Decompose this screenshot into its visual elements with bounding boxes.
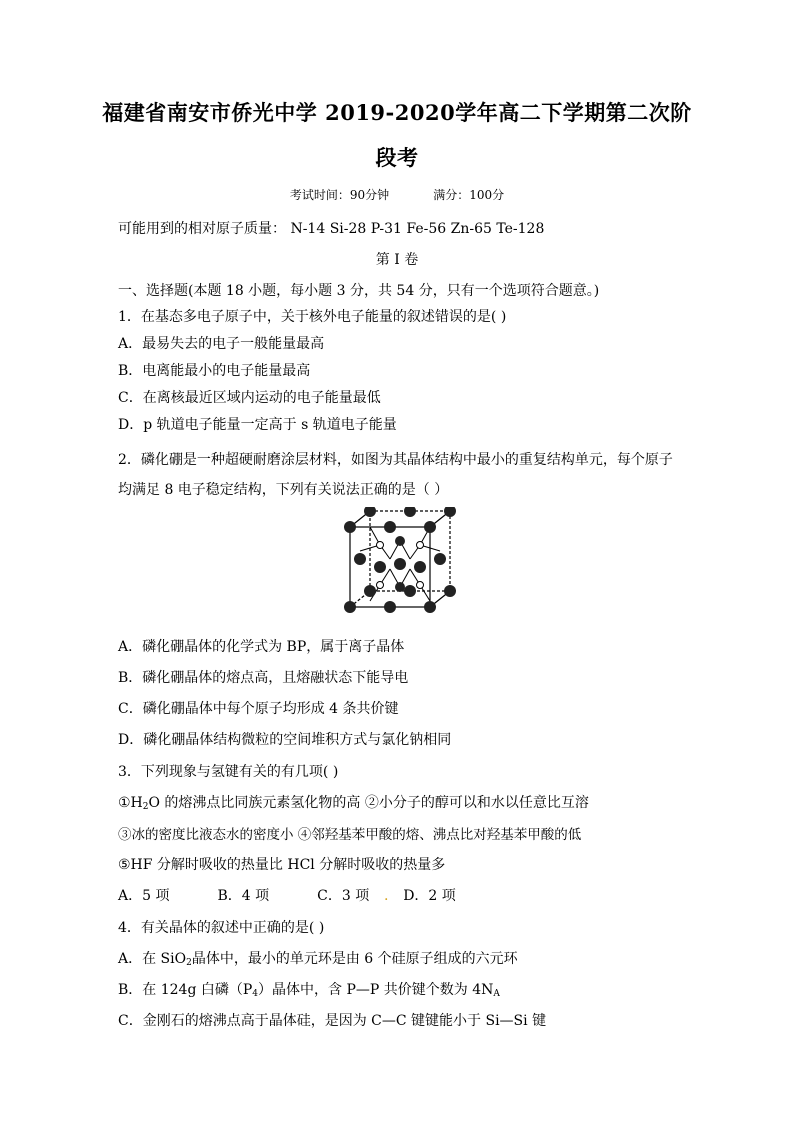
volume-heading: 第 I 卷 [375,252,419,268]
q4-option-b-subscript: 4 [252,989,259,999]
q4-option-a [118,948,518,968]
q3-items-3-4: ③冰的密度比液态水的密度小 ④邻羟基苯甲酸的熔、沸点比对羟基苯甲酸的低 [118,827,582,843]
q3-stem: 3．下列现象与氢键有关的有几项( ) [118,764,339,780]
q3-items-1-2 [118,792,589,812]
q2-stem-line2: 均满足 8 电子稳定结构，下列有关说法正确的是（ ） [118,482,449,498]
atomic-masses: 可能用到的相对原子质量： N-14 Si-28 P-31 Fe-56 Zn-65 Te-128 [118,221,545,237]
section-heading: 一、选择题(本题 18 小题，每小题 3 分，共 54 分，只有一个选项符合题意。) [118,283,600,299]
q4-option-a-prefix: A．在 SiO [118,951,187,967]
q4-option-a-text: 晶体中，最小的单元环是由 6 个硅原子组成的六元环 [191,951,518,967]
crystal-structure-figure [338,507,458,623]
q4-option-a-subscript: 2 [186,958,192,968]
q2-option-a: A．磷化硼晶体的化学式为 BP，属于离子晶体 [118,639,405,655]
exam-title-line1: 福建省南安市侨光中学 2019-2020学年高二下学期第二次阶 [102,100,692,125]
q3-item1-text: O 的熔沸点比同族元素氢化物的高 ②小分子的醇可以和水以任意比互溶 [148,795,589,811]
q3-options [118,885,456,905]
q3-option-b: B．4 项 [217,888,270,904]
stray-dot-mark: . [383,888,389,904]
q2-stem-line1: 2．磷化硼是一种超硬耐磨涂层材料，如图为其晶体结构中最小的重复结构单元，每个原子 [118,452,673,468]
q4-option-c: C．金刚石的熔沸点高于晶体硅，是因为 C—C 键键能小于 Si—Si 键 [118,1013,547,1029]
q1-option-d: D．p 轨道电子能量一定高于 s 轨道电子能量 [118,417,397,433]
q4-option-b [118,979,500,999]
q3-item1-subscript: 2 [142,802,149,812]
q3-item-5: ⑤HF 分解时吸收的热量比 HCl 分解时吸收的热量多 [118,857,446,873]
q4-option-b-subscript-a: A [493,989,500,999]
q3-option-a: A．5 项 [118,888,170,904]
q1-stem: 1．在基态多电子原子中，关于核外电子能量的叙述错误的是( ) [118,309,507,325]
q2-option-d: D．磷化硼晶体结构微粒的空间堆积方式与氯化钠相同 [118,732,452,748]
exam-meta [0,186,794,203]
q1-option-a: A．最易失去的电子一般能量最高 [118,336,325,352]
q4-option-b-text: ）晶体中，含 P—P 共价键个数为 4N [258,982,494,998]
q4-stem: 4．有关晶体的叙述中正确的是( ) [118,920,325,936]
exam-title-line2: 段考 [375,145,419,170]
q1-option-b: B．电离能最小的电子能量最高 [118,363,311,379]
q3-item1-prefix: ①H [118,795,143,811]
q2-option-c: C．磷化硼晶体中每个原子均形成 4 条共价键 [118,701,399,717]
q2-option-b: B．磷化硼晶体的熔点高，且熔融状态下能导电 [118,670,409,686]
q4-option-b-prefix: B．在 124g 白磷（P [118,982,253,998]
q3-option-d: D．2 项 [403,888,456,904]
q1-option-c: C．在离核最近区域内运动的电子能量最低 [118,390,381,406]
q3-option-c: C．3 项 [317,888,370,904]
exam-time: 考试时间：90分钟 [289,188,390,202]
full-score: 满分：100分 [433,188,505,202]
